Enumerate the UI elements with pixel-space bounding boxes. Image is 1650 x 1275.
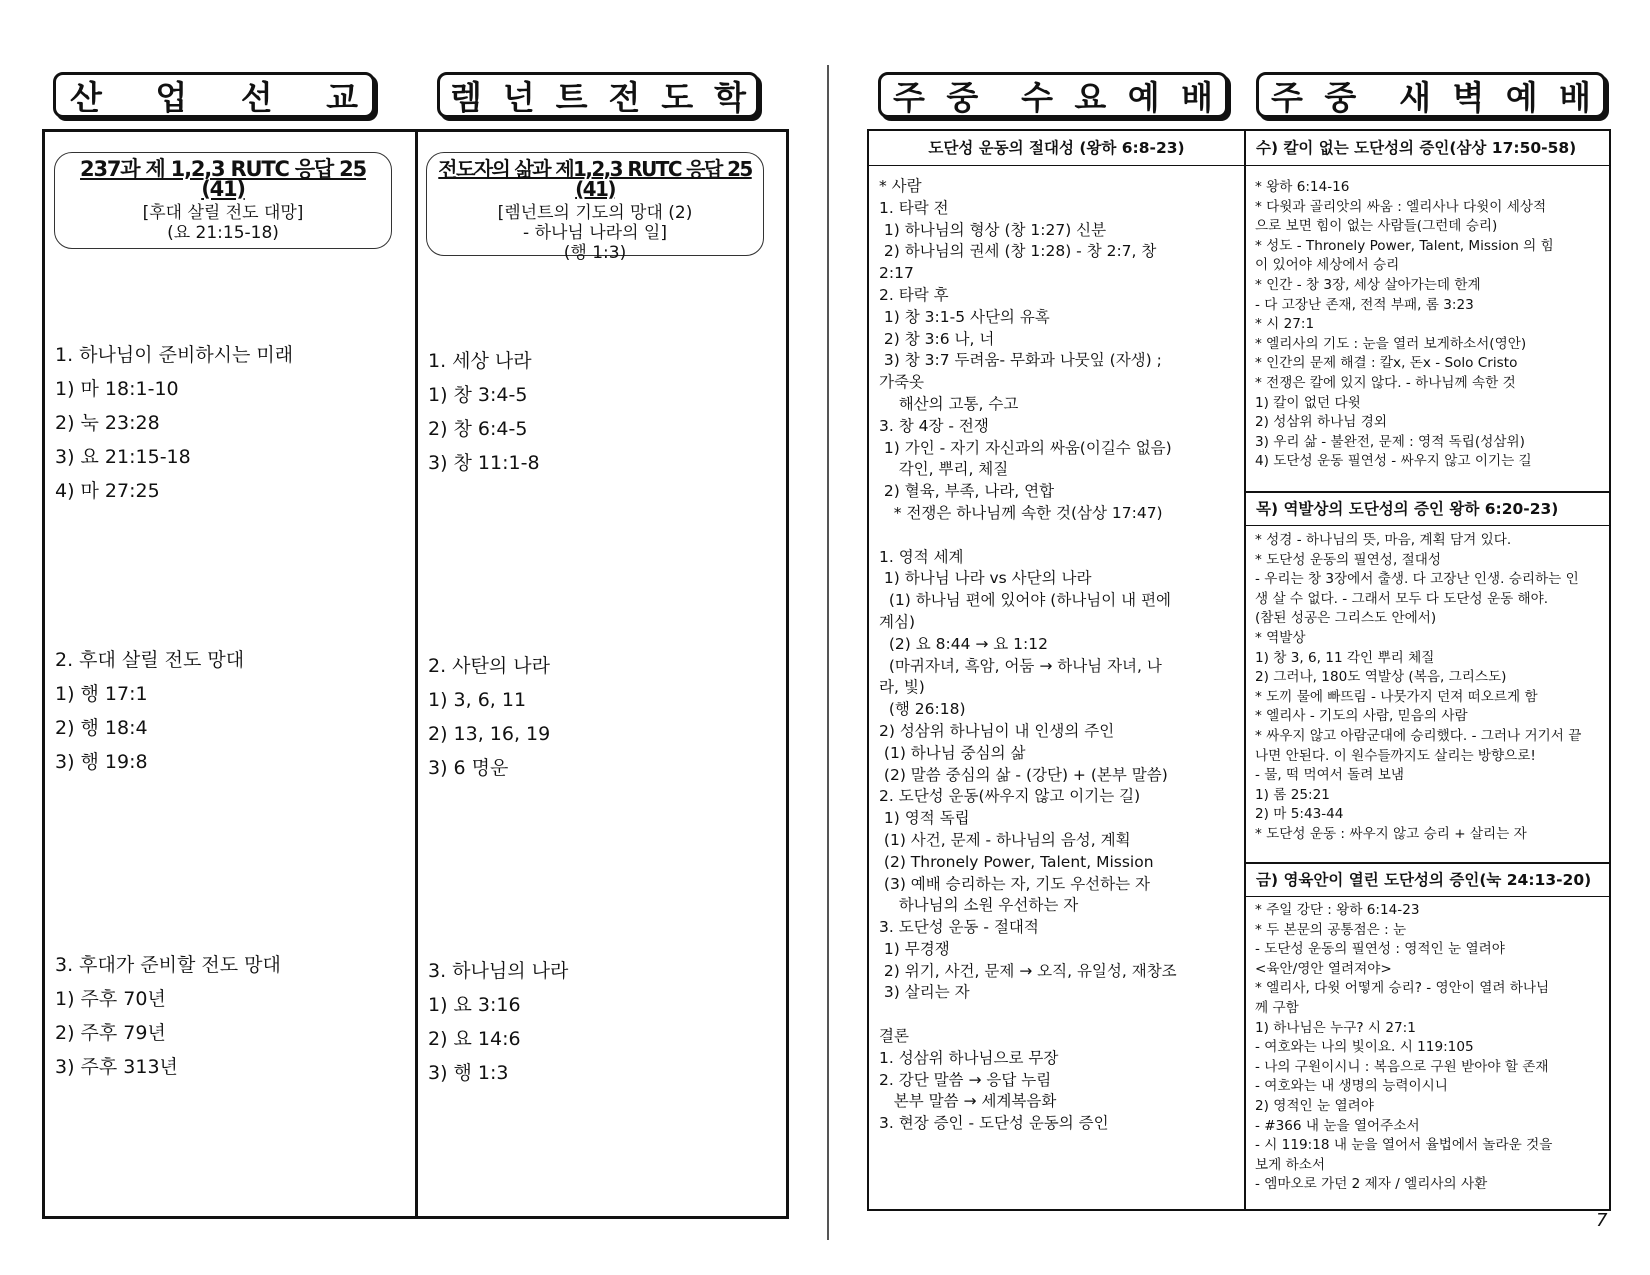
header-char: 렘	[450, 77, 482, 117]
text-line: 나면 안된다. 이 원수들까지도 살리는 방향으로!	[1255, 747, 1536, 764]
header-char: 트	[555, 77, 588, 117]
dawn-wed-body	[1255, 178, 1605, 472]
text-line: * 도단성 운동의 필연성, 절대성	[1255, 551, 1441, 568]
text-line: * 싸우지 않고 아람군대에 승리했다. - 그러나 거기서 끝	[1255, 727, 1582, 744]
text-line: 라, 빛)	[879, 678, 925, 697]
text-line: (1) 하나님 중심의 삶	[879, 743, 1026, 762]
text-line: * 다윗과 골리앗의 싸움 : 엘리사나 다윗이 세상적	[1255, 198, 1547, 215]
text-line: * 전쟁은 칼에 있지 않다. - 하나님께 속한 것	[1255, 374, 1516, 391]
text-line: (마귀자녀, 흑암, 어둠 → 하나님 자녀, 나	[879, 656, 1162, 675]
text-line: * 도단성 운동 : 싸우지 않고 승리 + 살리는 자	[1255, 825, 1527, 842]
text-line: 가죽옷	[879, 373, 924, 392]
text-line: * 왕하 6:14-16	[1255, 179, 1350, 195]
header-char: 배	[1181, 77, 1213, 117]
text-line: 1) 창 3:1-5 사단의 유혹	[879, 307, 1050, 326]
dawn-thu-body	[1255, 531, 1605, 845]
col2-topic-sub3: (행 1:3)	[563, 243, 627, 263]
text-line: (1) 사건, 문제 - 하나님의 음성, 계획	[879, 830, 1131, 849]
text-line: 2. 도단성 운동(싸우지 않고 이기는 길)	[879, 787, 1141, 806]
text-line: 2. 강단 말씀 → 응답 누림	[879, 1070, 1052, 1089]
dawn-thu-title: 목) 역발상의 도단성의 증인 왕하 6:20-23)	[1246, 493, 1609, 526]
section-item: 4) 마 27:25	[55, 480, 160, 502]
text-line: <육안/영안 열려져야>	[1255, 960, 1392, 977]
header-char: 새	[1399, 77, 1431, 117]
col1-topic-box	[54, 152, 392, 249]
text-line: 2) 그러나, 180도 역발상 (복음, 그리스도)	[1255, 669, 1507, 686]
text-line: 1) 하나님의 형상 (창 1:27) 신분	[879, 220, 1107, 239]
text-line: 1. 성삼위 하나님으로 무장	[879, 1048, 1059, 1067]
section-heading: 1. 하나님이 준비하시는 미래	[55, 344, 294, 366]
text-line: - 시 119:18 내 눈을 열어서 율법에서 놀라운 것을	[1255, 1137, 1553, 1154]
text-line: * 엘리사의 기도 : 눈을 열러 보게하소서(영안)	[1255, 335, 1527, 352]
text-line: - 도단성 운동의 필연성 : 영적인 눈 열려야	[1255, 941, 1505, 958]
text-line: 1) 창 3, 6, 11 각인 뿌리 체질	[1255, 649, 1435, 666]
section-item: 3) 요 21:15-18	[55, 446, 191, 468]
section-item: 1) 창 3:4-5	[428, 384, 528, 406]
header-char: 넌	[502, 77, 535, 117]
section-item: 3) 행 19:8	[55, 751, 148, 773]
text-line: 2) 성삼위 하나님이 내 인생의 주인	[879, 721, 1115, 740]
section-item: 2) 13, 16, 19	[428, 723, 551, 745]
text-line: - 우리는 창 3장에서 출생. 다 고장난 인생. 승리하는 인	[1255, 571, 1579, 588]
text-line: 해산의 고통, 수고	[879, 394, 1019, 413]
text-line: 본부 말씀 → 세계복음화	[879, 1092, 1057, 1111]
wed-title: 도단성 운동의 절대성 (왕하 6:8-23)	[869, 131, 1244, 166]
text-line: * 도끼 물에 빠뜨림 - 나뭇가지 던져 떠오르게 함	[1255, 688, 1538, 705]
section-item: 2) 창 6:4-5	[428, 418, 528, 440]
text-line: 각인, 뿌리, 체질	[879, 460, 1009, 479]
text-line: (2) 요 8:44 → 요 1:12	[879, 634, 1048, 653]
text-line: 1) 하나님 나라 vs 사단의 나라	[879, 569, 1092, 588]
section-item: 1) 3, 6, 11	[428, 689, 527, 711]
text-line: 생 살 수 없다. - 그래서 모두 다 도단성 운동 해야.	[1255, 590, 1549, 607]
col2-topic-title: 전도자의 삶과 제1,2,3 RUTC 응답 25 (41)	[438, 157, 752, 201]
text-line: 2:17	[879, 264, 914, 283]
text-line: - 다 고장난 존재, 전적 부패, 롬 3:23	[1255, 296, 1474, 313]
text-line: 2) 위기, 사건, 문제 → 오직, 유일성, 재창조	[879, 961, 1177, 980]
wed-body	[879, 176, 1237, 1135]
dawn-fri-body	[1255, 901, 1605, 1195]
text-line: 1) 칼이 없던 다윗	[1255, 394, 1361, 411]
text-line	[879, 1004, 1237, 1026]
text-line: (1) 하나님 편에 있어야 (하나님이 내 편에	[879, 591, 1172, 610]
text-line: 2) 창 3:6 나, 너	[879, 329, 995, 348]
header-char: 중	[946, 77, 979, 117]
text-line: (3) 예배 승리하는 자, 기도 우선하는 자	[879, 874, 1150, 893]
text-line: - 여호와는 내 생명의 능력이시니	[1255, 1078, 1448, 1095]
section-item: 3) 6 명운	[428, 757, 509, 779]
text-line: 1) 가인 - 자기 자신과의 싸움(이길수 없음)	[879, 438, 1172, 457]
text-line: 1. 타락 전	[879, 198, 949, 217]
text-line: 계심)	[879, 612, 915, 631]
text-line: 1) 하나님은 누구? 시 27:1	[1255, 1019, 1416, 1036]
text-line: 2) 성삼위 하나님 경외	[1255, 414, 1387, 431]
text-line: (참된 성공은 그리스도 안에서)	[1255, 610, 1437, 627]
header-wednesday-service	[878, 72, 1228, 118]
col2-topic-box	[426, 152, 764, 263]
col1-section-3	[55, 948, 281, 1084]
text-line: - 엠마오로 가던 2 제자 / 엘리사의 사환	[1255, 1176, 1488, 1193]
text-line: * 주일 강단 : 왕하 6:14-23	[1255, 902, 1420, 918]
text-line: 1. 영적 세계	[879, 547, 964, 566]
text-line: 1) 무경쟁	[879, 939, 950, 958]
header-char: 수	[1021, 77, 1053, 117]
header-char: 예	[1505, 77, 1538, 117]
section-item: 3) 행 1:3	[428, 1062, 509, 1084]
text-line: 1) 영적 독립	[879, 809, 970, 828]
header-char: 주	[893, 77, 925, 117]
section-item: 1) 요 3:16	[428, 994, 521, 1016]
section-item: 2) 요 14:6	[428, 1028, 521, 1050]
col2-section-2	[428, 649, 550, 785]
text-line: 3. 현장 증인 - 도단성 운동의 증인	[879, 1114, 1109, 1133]
text-line: (2) Thronely Power, Talent, Mission	[879, 852, 1154, 871]
header-char: 요	[1074, 77, 1107, 117]
header-char: 교	[326, 77, 358, 117]
col2-topic-sub1: [렘넌트의 기도의 망대 (2)	[497, 203, 693, 223]
header-char: 주	[1271, 77, 1303, 117]
col1-section-1	[55, 338, 293, 508]
right-table-divider	[1244, 129, 1246, 1211]
section-heading: 2. 후대 살릴 전도 망대	[55, 649, 245, 671]
header-char: 벽	[1452, 77, 1485, 117]
text-line: * 인간 - 창 3장, 세상 살아가는데 한계	[1255, 276, 1481, 293]
text-line: 4) 도단성 운동 필연성 - 싸우지 않고 이기는 길	[1255, 453, 1532, 470]
header-char: 중	[1324, 77, 1357, 117]
section-heading: 3. 후대가 준비할 전도 망대	[55, 954, 281, 976]
text-line: 2. 타락 후	[879, 285, 949, 304]
left-column-divider	[415, 129, 418, 1219]
dawn-wed-title: 수) 칼이 없는 도단성의 증인(삼상 17:50-58)	[1246, 131, 1609, 166]
col1-topic-title: 237과 제 1,2,3 RUTC 응답 25 (41)	[80, 157, 366, 201]
text-line: 2) 하나님의 권세 (창 1:28) - 창 2:7, 창	[879, 242, 1157, 261]
header-char: 예	[1127, 77, 1160, 117]
text-line: * 전쟁은 하나님께 속한 것(삼상 17:47)	[879, 503, 1163, 522]
text-line: * 성도 - Thronely Power, Talent, Mission 의 힘	[1255, 237, 1554, 254]
text-line: 3. 창 4장 - 전쟁	[879, 416, 989, 435]
text-line: 2) 혈육, 부족, 나라, 연합	[879, 482, 1055, 501]
col1-section-2	[55, 643, 244, 779]
text-line	[879, 525, 1237, 547]
text-line: * 엘리사 - 기도의 사람, 믿음의 사람	[1255, 708, 1468, 725]
header-char: 전	[608, 77, 641, 117]
section-item: 2) 주후 79년	[55, 1022, 166, 1044]
text-line: * 인간의 문제 해결 : 칼x, 돈x - Solo Cristo	[1255, 355, 1518, 372]
text-line: - #366 내 눈을 열어주소서	[1255, 1117, 1420, 1134]
section-heading: 3. 하나님의 나라	[428, 960, 569, 982]
text-line: * 시 27:1	[1255, 316, 1315, 333]
text-line: 보게 하소서	[1255, 1156, 1325, 1173]
section-item: 1) 주후 70년	[55, 988, 166, 1010]
header-char: 업	[155, 77, 188, 117]
header-dawn-service	[1256, 72, 1606, 118]
text-line: 하나님의 소원 우선하는 자	[879, 896, 1079, 915]
header-industrial-mission	[53, 72, 375, 118]
col1-topic-sub2: (요 21:15-18)	[167, 223, 279, 243]
section-item: 3) 주후 313년	[55, 1056, 178, 1078]
text-line: 2) 마 5:43-44	[1255, 806, 1344, 823]
section-heading: 1. 세상 나라	[428, 350, 532, 372]
header-char: 산	[70, 77, 102, 117]
text-line: (2) 말씀 중심의 삶 - (강단) + (본부 말씀)	[879, 765, 1168, 784]
text-line: - 나의 구원이시니 : 복음으로 구원 받아야 할 존재	[1255, 1058, 1549, 1075]
text-line: * 사람	[879, 177, 922, 195]
text-line: 1) 롬 25:21	[1255, 786, 1330, 803]
col2-section-1	[428, 344, 540, 480]
header-remnant-evangelism	[437, 72, 759, 118]
section-heading: 2. 사탄의 나라	[428, 655, 550, 677]
text-line: (행 26:18)	[879, 700, 966, 719]
section-item: 2) 행 18:4	[55, 717, 148, 739]
text-line: * 두 본문의 공통점은 : 눈	[1255, 921, 1407, 938]
col2-section-3	[428, 954, 568, 1090]
section-item: 1) 마 18:1-10	[55, 378, 179, 400]
text-line: 께 구함	[1255, 999, 1299, 1016]
col2-topic-sub2: - 하나님 나라의 일]	[523, 223, 667, 243]
text-line: * 성경 - 하나님의 뜻, 마음, 계획 담겨 있다.	[1255, 532, 1512, 548]
text-line: 이 있어야 세상에서 승리	[1255, 257, 1400, 274]
text-line: - 여호와는 나의 빛이요. 시 119:105	[1255, 1039, 1474, 1056]
header-char: 선	[240, 77, 273, 117]
text-line: 3) 창 3:7 두려움- 무화과 나뭇잎 (자생) ;	[879, 351, 1162, 370]
text-line: 결론	[879, 1027, 909, 1046]
col1-topic-sub1: [후대 살릴 전도 대망]	[142, 203, 304, 223]
page-number: 7	[1596, 1210, 1608, 1231]
header-char: 배	[1559, 77, 1591, 117]
text-line: * 역발상	[1255, 629, 1306, 646]
text-line: 3) 우리 삶 - 불완전, 문제 : 영적 독립(성삼위)	[1255, 433, 1525, 450]
section-item: 2) 눅 23:28	[55, 412, 160, 434]
page-gutter-line	[827, 65, 829, 1240]
text-line: 3. 도단성 운동 - 절대적	[879, 918, 1039, 937]
text-line: - 물, 떡 먹여서 돌려 보냄	[1255, 767, 1405, 784]
section-item: 3) 창 11:1-8	[428, 452, 540, 474]
dawn-fri-title: 금) 영육안이 열린 도단성의 증인(눅 24:13-20)	[1246, 864, 1609, 897]
text-line: 3) 살리는 자	[879, 983, 970, 1002]
text-line: * 엘리사, 다윗 어떻게 승리? - 영안이 열려 하나님	[1255, 980, 1550, 997]
section-item: 1) 행 17:1	[55, 683, 148, 705]
text-line: 2) 영적인 눈 열려야	[1255, 1097, 1374, 1114]
header-char: 도	[661, 77, 694, 117]
text-line: 으로 보면 힘이 없는 사람들(그런데 승리)	[1255, 218, 1498, 235]
header-char: 학	[714, 77, 746, 117]
